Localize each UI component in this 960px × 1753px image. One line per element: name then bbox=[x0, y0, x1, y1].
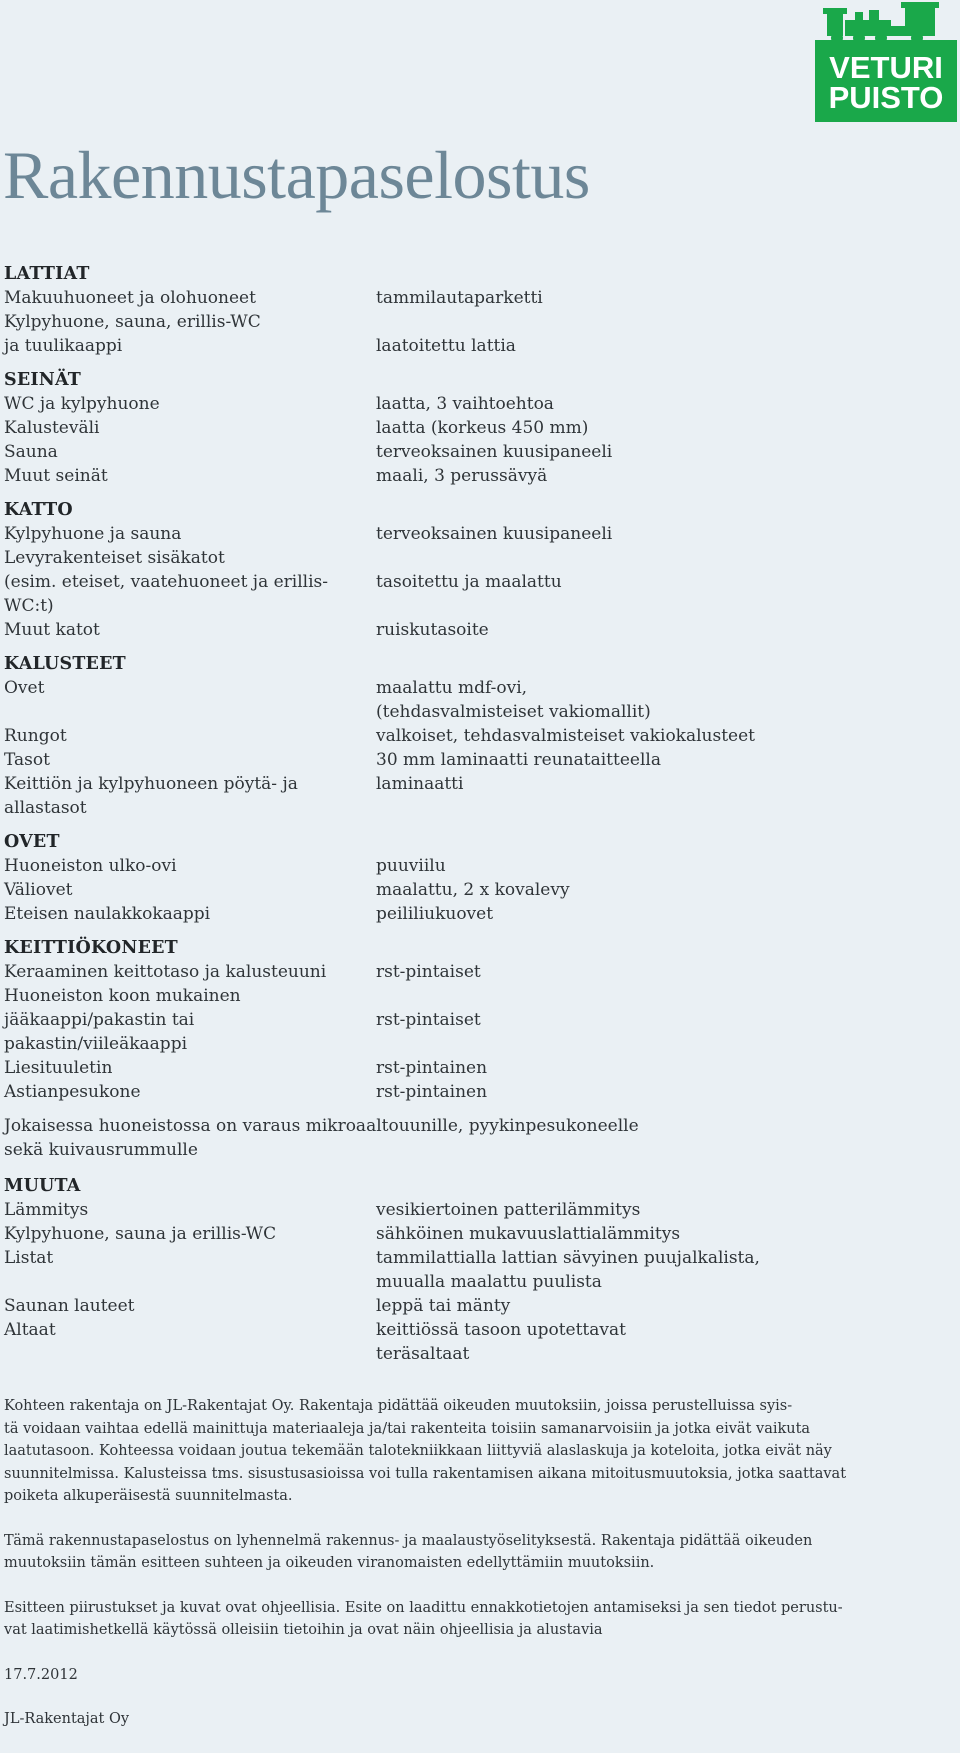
spec-row bbox=[4, 1246, 944, 1294]
spec-label: Lämmitys bbox=[4, 1200, 89, 1220]
section-ovet bbox=[4, 830, 944, 926]
spec-value: laatta, 3 vaihtoehtoa bbox=[376, 394, 554, 414]
spec-row bbox=[4, 1222, 944, 1246]
spec-value: laatta (korkeus 450 mm) bbox=[376, 418, 589, 438]
footer-paragraph-disclaimer: Esitteen piirustukset ja kuvat ovat ohjeellisia. Esite on laadittu ennakkotietojen antamiseksi ja sen tiedot perustu- vat laatimishetkellä käytössä olleisiin tietoihin ja ovat näin ohjeellisia ja alustavia bbox=[4, 1599, 843, 1638]
page-title: Rakennustapaselostus bbox=[3, 137, 590, 213]
spec-value: ruiskutasoite bbox=[376, 620, 489, 640]
train-logo-icon bbox=[815, 0, 957, 122]
spec-value: valkoiset, tehdasvalmisteiset vakiokalusteet bbox=[376, 726, 756, 746]
spec-value: vesikiertoinen patterilämmitys bbox=[376, 1200, 641, 1220]
spec-row bbox=[4, 1294, 944, 1318]
section-heading: KATTO bbox=[4, 500, 73, 520]
spec-label: Kylpyhuone, sauna, erillis-WC ja tuulikaappi bbox=[4, 312, 261, 356]
section-muuta bbox=[4, 1174, 944, 1366]
logo-line2: PUISTO bbox=[828, 80, 944, 115]
spec-value: leppä tai mänty bbox=[376, 1296, 511, 1316]
spec-label: Keraaminen keittotaso ja kalusteuuni bbox=[4, 962, 327, 982]
section-heading: OVET bbox=[4, 832, 60, 852]
spec-row bbox=[4, 392, 944, 416]
spec-value: terveoksainen kuusipaneeli bbox=[376, 524, 613, 544]
spec-label: Huoneiston ulko-ovi bbox=[4, 856, 177, 876]
footer-date: 17.7.2012 bbox=[4, 1666, 78, 1683]
logo-line1: VETURI bbox=[829, 50, 943, 85]
section-katto bbox=[4, 498, 944, 642]
section-heading: LATTIAT bbox=[4, 264, 90, 284]
spec-label: Levyrakenteiset sisäkatot (esim. eteiset, vaatehuoneet ja erillis-WC:t) bbox=[4, 548, 329, 616]
section-rows bbox=[4, 1198, 944, 1366]
reservation-note: Jokaisessa huoneistossa on varaus mikroaaltouunille, pyykinpesukoneelle sekä kuivausrummulle bbox=[4, 1116, 639, 1160]
spec-label: Ovet bbox=[4, 678, 45, 698]
spec-row bbox=[4, 522, 944, 546]
section-heading: KEITTIÖKONEET bbox=[4, 938, 178, 958]
spec-value: rst-pintainen bbox=[376, 1058, 488, 1078]
spec-row bbox=[4, 878, 944, 902]
spec-value: rst-pintainen bbox=[376, 1082, 488, 1102]
spec-value: maalattu, 2 x kovalevy bbox=[376, 880, 570, 900]
spec-row bbox=[4, 902, 944, 926]
section-heading: MUUTA bbox=[4, 1176, 81, 1196]
spec-row bbox=[4, 1318, 944, 1366]
spec-value: sähköinen mukavuuslattialämmitys bbox=[376, 1224, 681, 1244]
spec-value: rst-pintaiset bbox=[376, 1010, 481, 1030]
spec-row bbox=[4, 984, 944, 1056]
spec-row bbox=[4, 854, 944, 878]
spec-row bbox=[4, 724, 944, 748]
spec-value: tasoitettu ja maalattu bbox=[376, 572, 562, 592]
spec-value: maalattu mdf-ovi, (tehdasvalmisteiset vakiomallit) bbox=[376, 678, 651, 722]
spec-label: Kylpyhuone ja sauna bbox=[4, 524, 182, 544]
section-kalusteet bbox=[4, 652, 944, 820]
spec-value: 30 mm laminaatti reunataitteella bbox=[376, 750, 661, 770]
spec-row bbox=[4, 1080, 944, 1104]
specification-list bbox=[4, 262, 944, 1376]
section-heading: KALUSTEET bbox=[4, 654, 126, 674]
spec-value: laatoitettu lattia bbox=[376, 336, 516, 356]
footer-company: JL-Rakentajat Oy bbox=[4, 1711, 130, 1727]
spec-value: puuviilu bbox=[376, 856, 446, 876]
spec-value: tammilattialla lattian sävyinen puujalkalista, muualla maalattu puulista bbox=[376, 1248, 760, 1292]
spec-row bbox=[4, 772, 944, 820]
spec-label: Muut seinät bbox=[4, 466, 108, 486]
spec-row bbox=[4, 440, 944, 464]
spec-value: keittiössä tasoon upotettavat teräsaltaat bbox=[376, 1320, 626, 1364]
spec-label: Eteisen naulakkokaappi bbox=[4, 904, 211, 924]
footer-text bbox=[4, 1395, 924, 1753]
spec-row bbox=[4, 546, 944, 618]
footer-paragraph-contractor: Kohteen rakentaja on JL-Rakentajat Oy. Rakentaja pidättää oikeuden muutoksiin, joissa perustelluissa syis- tä voidaan vaihtaa edellä mainittuja materiaaleja ja/tai rakenteita toisiin samanarvoisiin ja jotka eivät vaikuta laatutasoon. Kohteessa voidaan joutua tekemään talotekniikkaan liittyviä alaslaskuja ja koteloita, jotka eivät näy suunnitelmissa. Kalusteissa tms. sisustusasioissa voi tulla rakentamisen aikana mitoitusmuutoksia, jotka saattavat poiketa alkuperäisestä suunnitelmasta. bbox=[4, 1398, 847, 1504]
spec-row bbox=[4, 310, 944, 358]
spec-label: Makuuhuoneet ja olohuoneet bbox=[4, 288, 256, 308]
spec-row bbox=[4, 464, 944, 488]
section-heading: SEINÄT bbox=[4, 370, 82, 390]
spec-label: Listat bbox=[4, 1248, 54, 1268]
spec-row bbox=[4, 1198, 944, 1222]
spec-label: Liesituuletin bbox=[4, 1058, 113, 1078]
spec-value: peililiukuovet bbox=[376, 904, 494, 924]
spec-row bbox=[4, 1056, 944, 1080]
spec-value: laminaatti bbox=[376, 774, 464, 794]
spec-label: Väliovet bbox=[4, 880, 73, 900]
spec-label: Tasot bbox=[4, 750, 50, 770]
spec-row bbox=[4, 416, 944, 440]
section-seinät bbox=[4, 368, 944, 488]
section-lattiat bbox=[4, 262, 944, 358]
spec-label: Altaat bbox=[4, 1320, 56, 1340]
spec-value: terveoksainen kuusipaneeli bbox=[376, 442, 613, 462]
spec-label: Keittiön ja kylpyhuoneen pöytä- ja allastasot bbox=[4, 774, 298, 818]
spec-row bbox=[4, 676, 944, 724]
spec-label: Huoneiston koon mukainen jääkaappi/pakastin tai pakastin/viileäkaappi bbox=[4, 986, 241, 1054]
spec-label: WC ja kylpyhuone bbox=[4, 394, 160, 414]
spec-value: tammilautaparketti bbox=[376, 288, 543, 308]
spec-label: Saunan lauteet bbox=[4, 1296, 135, 1316]
spec-value: rst-pintaiset bbox=[376, 962, 481, 982]
spec-label: Rungot bbox=[4, 726, 67, 746]
spec-row bbox=[4, 286, 944, 310]
spec-label: Kylpyhuone, sauna ja erillis-WC bbox=[4, 1224, 277, 1244]
spec-row bbox=[4, 748, 944, 772]
veturipuisto-logo bbox=[815, 0, 957, 122]
footer-paragraph-summary: Tämä rakennustapaselostus on lyhennelmä rakennus- ja maalaustyöselityksestä. Rakentaja pidättää oikeuden muutoksiin tämän esitteen suhteen ja oikeuden viranomaisten edellyttämiin muutoksiin. bbox=[4, 1532, 813, 1571]
spec-row bbox=[4, 618, 944, 642]
spec-label: Astianpesukone bbox=[4, 1082, 141, 1102]
spec-label: Muut katot bbox=[4, 620, 100, 640]
sections-container bbox=[4, 262, 944, 1104]
section-keittiökoneet bbox=[4, 936, 944, 1104]
spec-row bbox=[4, 960, 944, 984]
spec-label: Kalusteväli bbox=[4, 418, 100, 438]
spec-label: Sauna bbox=[4, 442, 58, 462]
spec-value: maali, 3 perussävyä bbox=[376, 466, 548, 486]
